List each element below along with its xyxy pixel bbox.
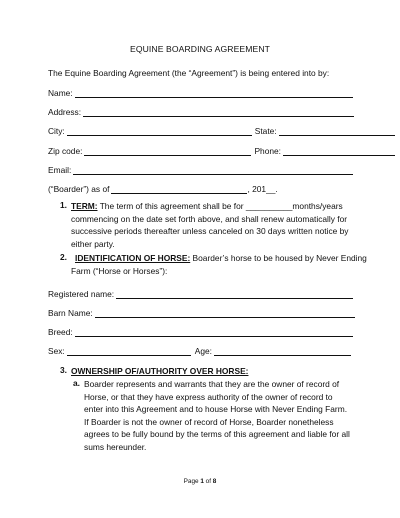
address-label: Address: [48,107,82,117]
section-2-number: 2. [60,252,67,262]
city-state-row [48,124,395,136]
registered-name-label: Registered name: [48,289,115,299]
email-field[interactable] [73,166,353,175]
barn-name-row [48,306,355,318]
section-1-line-4: either party. [71,238,115,249]
sex-age-row [48,344,351,356]
registered-name-row [48,287,353,299]
sex-label: Sex: [48,346,65,356]
section-3a-line-2: Horse, or that they have express authority of the owner of record to [84,391,333,402]
intro-text: The Equine Boarding Agreement (the “Agreement”) is being entered into by: [48,68,330,78]
zip-field[interactable] [84,147,251,156]
section-1-number: 1. [60,200,67,210]
section-1-line-1: The term of this agreement shall be for __________months/years [97,201,343,211]
address-field[interactable] [83,108,354,117]
section-2-line-2: Farm (“Horse or Horses”): [71,265,168,276]
section-1-text [71,200,371,250]
section-3-heading-wrap [71,365,248,378]
phone-label: Phone: [254,146,281,156]
phone-field[interactable] [283,147,395,156]
section-3-heading: OWNERSHIP OF/AUTHORITY OVER HORSE: [71,366,249,376]
state-field[interactable] [279,127,395,136]
age-label: Age: [194,346,212,356]
name-row [48,86,353,98]
boarder-year-label: , 201__. [247,184,278,194]
barn-name-field[interactable] [95,309,355,318]
age-field[interactable] [214,347,351,356]
email-label: Email: [48,165,72,175]
page-footer [0,478,400,485]
registered-name-field[interactable] [116,290,353,299]
section-3-number: 3. [60,365,67,375]
section-1-line-3: successive periods thereafter unless canceled on 30 days written notice by [71,226,349,237]
barn-name-label: Barn Name: [48,308,93,318]
section-2-heading: IDENTIFICATION OF HORSE: [75,253,191,263]
state-label: State: [254,126,277,136]
boarder-label: (“Boarder”) as of [48,184,110,194]
name-label: Name: [48,88,73,98]
section-3a-line-1: Boarder represents and warrants that they are the owner of record of [84,379,340,389]
breed-field[interactable] [75,328,353,337]
email-row [48,163,353,175]
section-3a-line-3: enter into this Agreement and to house Horse with Never Ending Farm. [84,404,348,415]
section-3a-letter: a. [73,378,80,388]
breed-label: Breed: [48,327,73,337]
city-field[interactable] [67,127,252,136]
section-2-line-1: Boarder’s horse to be housed by Never Ending [190,253,367,263]
section-3a-line-4: If Boarder is not the owner of record of Horse, Boarder nonetheless [84,416,334,427]
document-title: EQUINE BOARDING AGREEMENT [129,44,271,54]
section-1-heading: TERM: [71,201,98,211]
zip-label: Zip code: [48,146,83,156]
boarder-date-field[interactable] [111,185,247,194]
footer-total-pages: 8 [212,478,217,485]
section-2-text [71,252,371,277]
section-3a-line-6: sums hereunder. [84,441,147,452]
boarder-date-row [48,182,278,194]
footer-prefix: Page [183,478,201,485]
section-3a-text [84,378,374,454]
city-label: City: [48,126,65,136]
footer-page-number: 1 [200,478,204,485]
sex-field[interactable] [67,347,191,356]
address-row [48,105,354,117]
name-field[interactable] [75,89,353,98]
section-3a-line-5: agrees to be fully bound by the terms of this agreement and liable for all [84,429,350,440]
breed-row [48,325,353,337]
footer-of: of [203,478,213,485]
zip-phone-row [48,144,395,156]
section-1-line-2: commencing on the date set forth above, and shall renew automatically for [71,213,348,224]
